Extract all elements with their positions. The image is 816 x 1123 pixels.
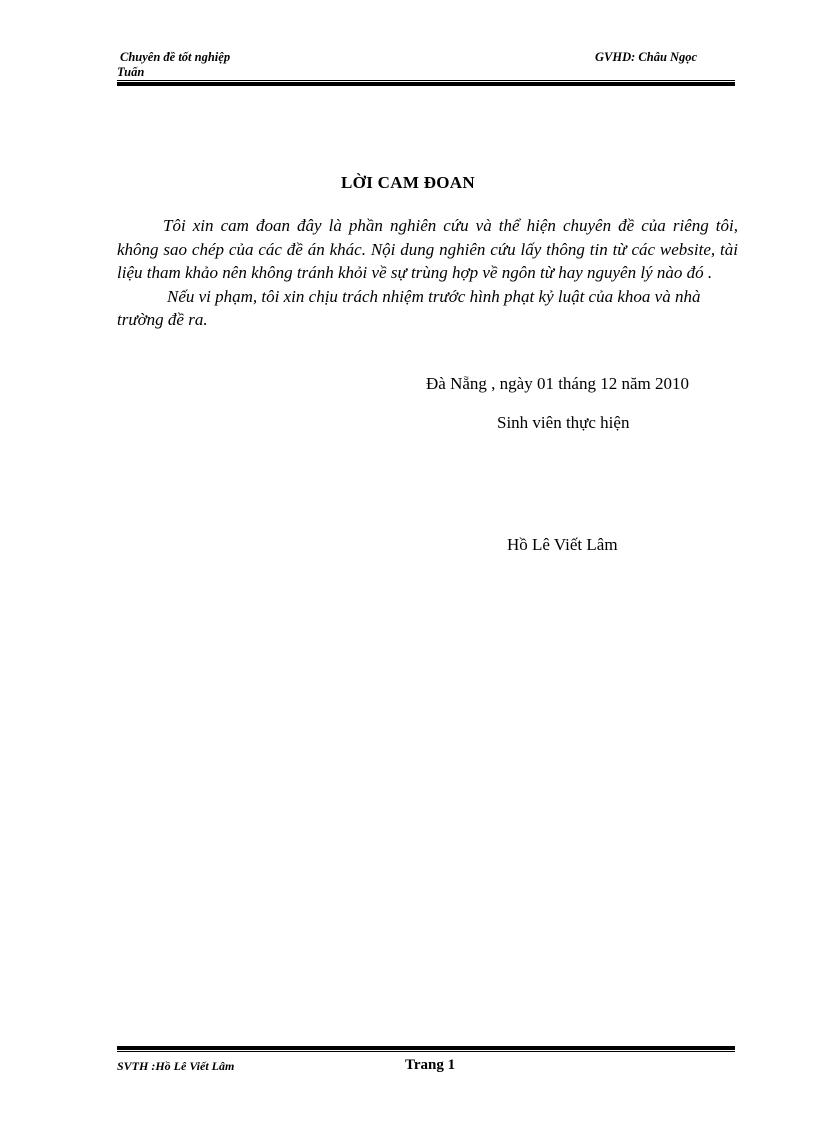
signature-name: Hồ Lê Viết Lâm <box>507 535 618 554</box>
signature-date: Đà Nẵng , ngày 01 tháng 12 năm 2010 <box>426 374 689 393</box>
header-advisor: GVHD: Châu Ngọc <box>595 50 698 64</box>
header-divider <box>117 80 735 86</box>
header-topic <box>117 50 377 80</box>
declaration-paragraph-1: Tôi xin cam đoan đây là phần nghiên cứu và thể hiện chuyên đề của riêng tôi, không sao chép của các đề án khác. Nội dung nghiên cứu lấy thông tin từ các website, tài liệu tham khảo nên không tránh khỏi về sự trùng hợp về ngôn từ hay nguyên lý nào đó . <box>117 216 738 282</box>
page-title: LỜI CAM ĐOAN <box>341 173 475 192</box>
header-topic-line2: Tuấn <box>117 65 145 79</box>
declaration-body <box>117 214 738 332</box>
page-number: Trang 1 <box>405 1057 456 1073</box>
footer-student: SVTH :Hồ Lê Viết Lâm <box>117 1059 235 1073</box>
signature-role: Sinh viên thực hiện <box>497 413 630 432</box>
footer-divider <box>117 1046 735 1052</box>
declaration-paragraph-2: Nếu vi phạm, tôi xin chịu trách nhiệm trước hình phạt kỷ luật của khoa và nhà trường đề ra. <box>117 286 701 329</box>
header-topic-line1: Chuyên đề tốt nghiệp <box>120 50 231 64</box>
